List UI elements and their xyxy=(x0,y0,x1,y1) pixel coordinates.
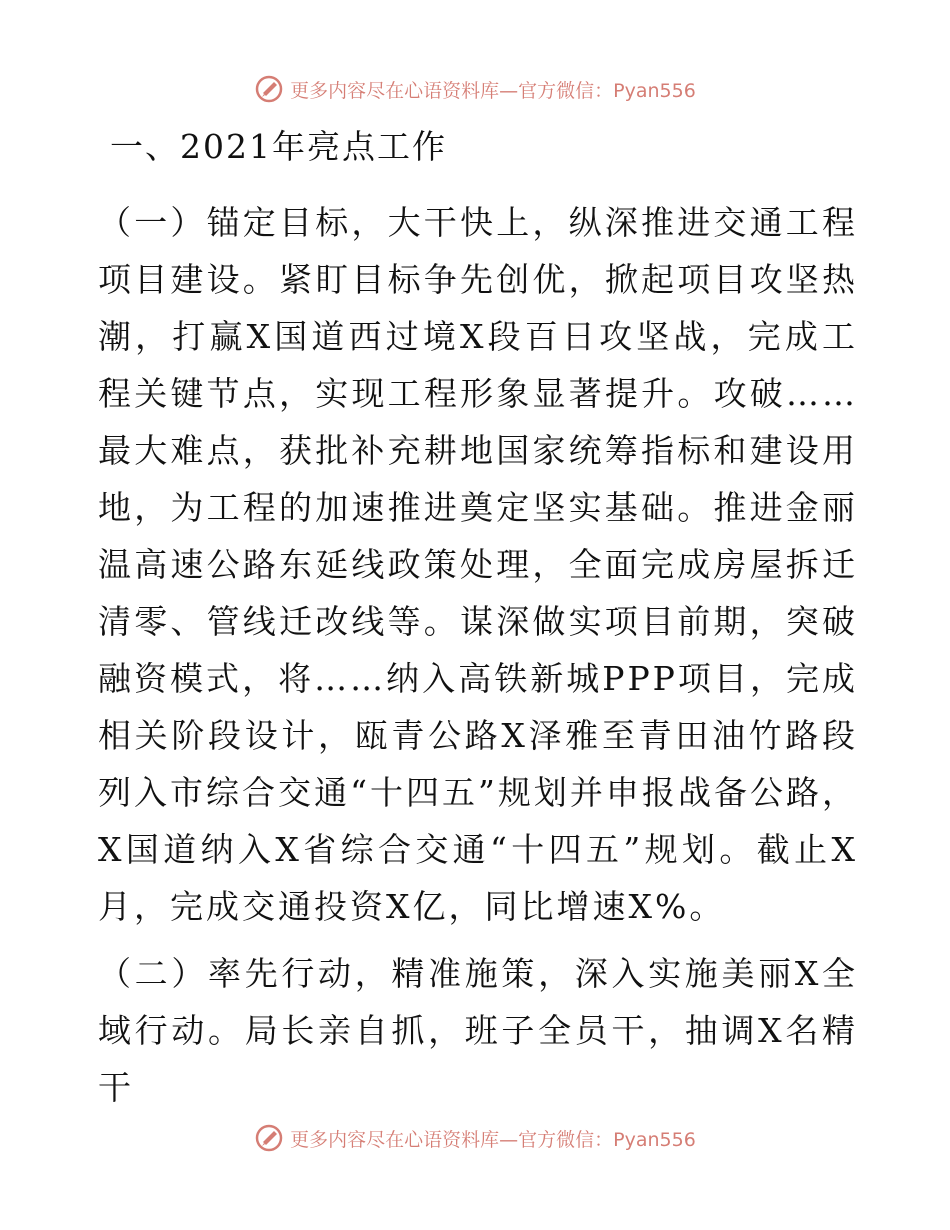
paragraph-2: （二）率先行动，精准施策，深入实施美丽X全域行动。局长亲自抓，班子全员干，抽调X名精干 xyxy=(98,954,858,1107)
watermark-footer xyxy=(0,1123,950,1153)
watermark-logo-icon xyxy=(254,1123,284,1153)
paragraph-1: （一）锚定目标，大干快上，纵深推进交通工程项目建设。紧盯目标争先创优，掀起项目攻坚热潮，打赢X国道西过境X段百日攻坚战，完成工程关键节点，实现工程形象显著提升。攻破……最大难点，获批补充耕地国家统筹指标和建设用地，为工程的加速推进奠定坚实基础。推进金丽温高速公路东延线政策处理，全面完成房屋拆迁清零、管线迁改线等。谋深做实项目前期，突破融资模式，将……纳入高铁新城PPP项目，完成相关阶段设计，瓯青公路X泽雅至青田油竹路段列入市综合交通“十四五”规划并申报战备公路，X国道纳入X省综合交通“十四五”规划。截止X月，完成交通投资X亿，同比增速X%。 xyxy=(98,203,858,926)
document-body xyxy=(98,118,858,1116)
watermark-text: 更多内容尽在心语资料库—官方微信：Pyan556 xyxy=(290,79,696,102)
watermark-header xyxy=(0,74,950,104)
watermark-logo-icon xyxy=(254,74,284,104)
section-heading: 一、2021年亮点工作 xyxy=(110,127,447,166)
watermark-text: 更多内容尽在心语资料库—官方微信：Pyan556 xyxy=(290,1128,696,1151)
